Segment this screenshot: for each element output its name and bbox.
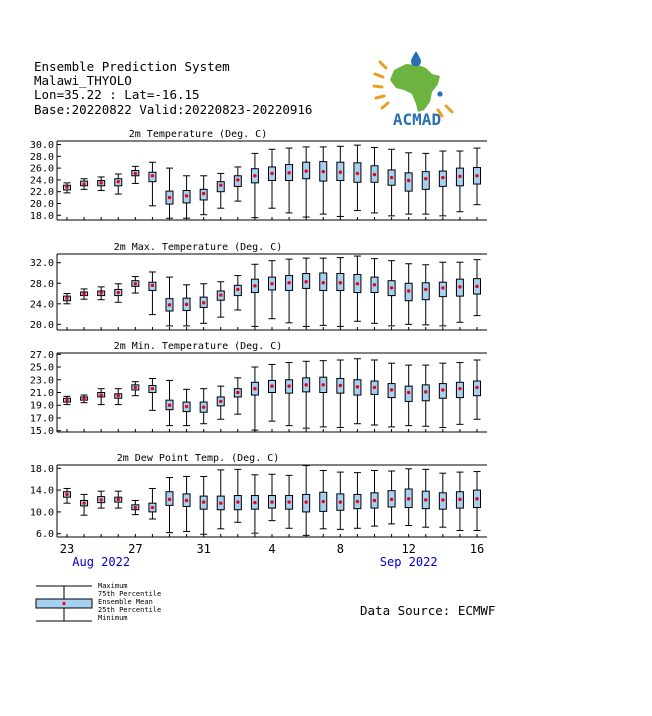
box-day — [422, 365, 429, 426]
chart-panel-1 — [30, 129, 487, 222]
mean-dot — [65, 185, 68, 188]
mean-dot — [65, 296, 68, 299]
box-day — [132, 277, 139, 293]
mean-dot — [65, 398, 68, 401]
mean-dot — [373, 499, 376, 502]
box-day — [149, 272, 156, 315]
box-day — [303, 361, 310, 428]
mean-dot — [82, 501, 85, 504]
box-day — [354, 359, 361, 424]
box-day — [388, 363, 395, 427]
data-source: Data Source: ECMWF — [360, 603, 496, 618]
box-day — [115, 491, 122, 508]
mean-dot — [168, 196, 171, 199]
mean-dot — [253, 387, 256, 390]
box-day — [371, 470, 378, 526]
box-day — [200, 284, 207, 324]
mean-dot — [458, 387, 461, 390]
box-day — [303, 466, 310, 536]
box-day — [64, 183, 71, 193]
mean-dot — [356, 385, 359, 388]
box-day — [269, 261, 276, 319]
chart-panel-3 — [30, 341, 487, 437]
mean-dot — [236, 391, 239, 394]
y-tick-label: 20.0 — [29, 198, 54, 210]
box-day — [320, 147, 327, 214]
mean-dot — [390, 388, 393, 391]
coordinates: Lon=35.22 : Lat=-16.15 — [34, 87, 200, 103]
mean-dot — [168, 303, 171, 306]
mean-dot — [99, 498, 102, 501]
box-day — [337, 360, 344, 428]
mean-dot — [99, 291, 102, 294]
mean-dot — [253, 501, 256, 504]
base-valid-dates: Base:20220822 Valid:20220823-20220916 — [34, 101, 313, 117]
system-title: Ensemble Prediction System — [34, 59, 230, 74]
mean-dot — [134, 282, 137, 285]
mean-dot — [441, 498, 444, 501]
mean-dot — [287, 171, 290, 174]
mean-dot — [202, 301, 205, 304]
box-day — [217, 282, 224, 317]
mean-dot — [82, 182, 85, 185]
box-day — [320, 258, 327, 325]
mean-dot — [475, 174, 478, 177]
box-day — [286, 475, 293, 528]
mean-dot — [151, 387, 154, 390]
mean-dot — [322, 383, 325, 386]
box-day — [422, 469, 429, 527]
mean-dot — [475, 497, 478, 500]
box-day — [149, 162, 156, 206]
panel-title: 2m Min. Temperature (Deg. C) — [113, 341, 283, 352]
x-day-label: 12 — [401, 542, 416, 556]
mean-dot — [287, 500, 290, 503]
box-day — [474, 360, 481, 419]
box-day — [149, 488, 156, 519]
x-month-label: Aug 2022 — [72, 555, 131, 569]
panel-title: 2m Dew Point Temp. (Deg. C) — [116, 453, 280, 464]
box-day — [217, 470, 224, 529]
mean-dot — [185, 303, 188, 306]
box-day — [354, 256, 361, 321]
box-day — [320, 361, 327, 427]
box-day — [183, 389, 190, 425]
box-day — [115, 174, 122, 194]
box-day — [405, 469, 412, 526]
box-day — [269, 364, 276, 421]
mean-dot — [65, 493, 68, 496]
box-day — [64, 488, 71, 503]
mean-dot — [134, 506, 137, 509]
mean-dot — [441, 176, 444, 179]
box-day — [439, 151, 446, 216]
mean-dot — [82, 292, 85, 295]
chart-panel-4 — [30, 453, 487, 540]
box-day — [405, 153, 412, 214]
mean-dot — [202, 192, 205, 195]
mean-dot — [458, 175, 461, 178]
box-day — [405, 264, 412, 325]
box-day — [81, 494, 88, 515]
iqr-box — [422, 283, 429, 300]
box-day — [98, 287, 105, 300]
box-day — [81, 395, 88, 403]
box-day — [217, 386, 224, 419]
box-day — [388, 261, 395, 326]
mean-dot — [475, 386, 478, 389]
mean-dot — [219, 293, 222, 296]
mean-dot — [458, 285, 461, 288]
box-day — [81, 179, 88, 190]
mean-dot — [219, 184, 222, 187]
location-name: Malawi_THYOLO — [34, 73, 132, 89]
mean-dot — [407, 179, 410, 182]
box-day — [320, 470, 327, 528]
box-day — [115, 389, 122, 405]
mean-dot — [202, 500, 205, 503]
mean-dot — [117, 180, 120, 183]
y-tick-label: 19.0 — [29, 400, 54, 412]
box-day — [286, 363, 293, 426]
box-day — [371, 147, 378, 212]
box-day — [251, 264, 258, 326]
box-day — [474, 148, 481, 205]
mean-dot — [424, 390, 427, 393]
panel-title: 2m Temperature (Deg. C) — [128, 129, 268, 140]
box-day — [405, 365, 412, 426]
box-day — [354, 473, 361, 529]
mean-dot — [270, 172, 273, 175]
iqr-box — [422, 172, 429, 190]
box-day — [98, 389, 105, 405]
mean-dot — [373, 173, 376, 176]
mean-dot — [339, 171, 342, 174]
y-tick-label: 18.0 — [29, 463, 54, 475]
box-day — [98, 491, 105, 508]
y-tick-label: 24.0 — [29, 299, 54, 311]
chart-panel-2 — [30, 242, 487, 331]
box-day — [115, 284, 122, 302]
legend-min-label: Minimum — [98, 614, 128, 622]
mean-dot — [458, 498, 461, 501]
mean-dot — [339, 384, 342, 387]
mean-dot — [322, 170, 325, 173]
y-tick-label: 27.0 — [29, 349, 54, 361]
box-day — [200, 176, 207, 215]
mean-dot — [322, 281, 325, 284]
mean-dot — [253, 284, 256, 287]
mean-dot — [304, 280, 307, 283]
mean-dot — [236, 288, 239, 291]
mean-dot — [168, 404, 171, 407]
mean-dot — [304, 383, 307, 386]
box-day — [217, 173, 224, 208]
box-day — [456, 151, 463, 212]
mean-dot — [219, 400, 222, 403]
box-day — [474, 260, 481, 316]
box-day — [132, 382, 139, 396]
mean-dot — [287, 281, 290, 284]
y-tick-label: 14.0 — [29, 485, 54, 497]
box-day — [251, 153, 258, 217]
box-day — [388, 471, 395, 524]
mean-dot — [185, 405, 188, 408]
box-day — [132, 500, 139, 514]
box-day — [456, 363, 463, 425]
logo-text: ACMAD — [392, 110, 442, 128]
box-day — [371, 360, 378, 425]
box-day — [200, 476, 207, 534]
mean-dot — [424, 498, 427, 501]
x-day-label: 16 — [469, 542, 485, 556]
mean-dot — [407, 497, 410, 500]
mean-dot — [441, 388, 444, 391]
mean-dot — [373, 386, 376, 389]
mean-dot — [407, 391, 410, 394]
x-day-label: 31 — [196, 542, 211, 556]
box-day — [200, 389, 207, 424]
box-day — [234, 167, 241, 201]
legend-p75-label: 75th Percentile — [98, 590, 162, 598]
legend-mean-dot — [62, 602, 65, 605]
y-tick-label: 23.0 — [29, 375, 54, 387]
y-tick-label: 24.0 — [29, 175, 54, 187]
box-day — [422, 153, 429, 214]
y-tick-label: 20.0 — [29, 319, 54, 331]
legend-mean-label: Ensemble Mean — [98, 598, 153, 606]
mean-dot — [407, 289, 410, 292]
mean-dot — [99, 393, 102, 396]
y-tick-label: 6.0 — [35, 529, 54, 541]
mean-dot — [390, 176, 393, 179]
box-day — [422, 265, 429, 325]
box-day — [251, 475, 258, 533]
box-day — [439, 473, 446, 527]
y-tick-label: 22.0 — [29, 187, 54, 199]
box-day — [132, 166, 139, 183]
mean-dot — [356, 500, 359, 503]
mean-dot — [202, 405, 205, 408]
box-day — [456, 472, 463, 530]
box-day — [234, 469, 241, 522]
y-tick-label: 21.0 — [29, 388, 54, 399]
box-day — [166, 478, 173, 533]
mean-dot — [253, 174, 256, 177]
box-day — [303, 258, 310, 326]
y-tick-label: 28.0 — [29, 151, 54, 163]
box-day — [388, 149, 395, 216]
mean-dot — [270, 384, 273, 387]
mean-dot — [339, 281, 342, 284]
mean-dot — [117, 394, 120, 397]
mean-dot — [270, 500, 273, 503]
legend-labels — [98, 582, 161, 622]
mean-dot — [424, 288, 427, 291]
y-tick-label: 32.0 — [29, 258, 54, 270]
x-day-label: 27 — [128, 542, 143, 556]
box-day — [166, 168, 173, 218]
panel-title: 2m Max. Temperature (Deg. C) — [113, 242, 283, 253]
box-day — [183, 476, 190, 531]
mean-dot — [185, 194, 188, 197]
x-day-label: 8 — [336, 542, 344, 556]
box-day — [269, 474, 276, 520]
y-tick-label: 18.0 — [29, 210, 54, 222]
box-day — [81, 289, 88, 299]
x-day-label: 23 — [59, 542, 75, 556]
box-day — [234, 276, 241, 310]
box-day — [474, 472, 481, 531]
mean-dot — [134, 172, 137, 175]
box-day — [456, 262, 463, 322]
box-day — [183, 285, 190, 326]
box-day — [439, 363, 446, 427]
y-tick-label: 28.0 — [29, 278, 54, 290]
mean-dot — [151, 174, 154, 177]
box-day — [286, 148, 293, 213]
box-day — [337, 146, 344, 216]
box-day — [303, 147, 310, 217]
mean-dot — [339, 500, 342, 503]
box-day — [337, 472, 344, 529]
x-month-label: Sep 2022 — [379, 555, 438, 569]
legend-max-label: Maximum — [98, 582, 128, 590]
box-day — [286, 259, 293, 323]
box-day — [269, 149, 276, 208]
mean-dot — [151, 284, 154, 287]
box-day — [337, 258, 344, 327]
box-day — [166, 380, 173, 425]
mean-dot — [441, 286, 444, 289]
box-day — [64, 396, 71, 404]
mean-dot — [390, 498, 393, 501]
x-day-label: 4 — [268, 542, 276, 556]
mean-dot — [236, 178, 239, 181]
box-day — [98, 177, 105, 191]
box-day — [149, 378, 156, 410]
mean-dot — [322, 500, 325, 503]
box-day — [64, 294, 71, 304]
mean-dot — [390, 286, 393, 289]
mean-dot — [99, 181, 102, 184]
mean-dot — [356, 172, 359, 175]
mean-dot — [356, 282, 359, 285]
y-tick-label: 10.0 — [29, 507, 54, 519]
mean-dot — [134, 386, 137, 389]
box-day — [234, 378, 241, 414]
mean-dot — [236, 500, 239, 503]
legend-p25-label: 25th Percentile — [98, 606, 162, 614]
x-axis-labels — [60, 542, 484, 569]
box-day — [166, 277, 173, 326]
mean-dot — [287, 384, 290, 387]
box-day — [251, 367, 258, 430]
mean-dot — [117, 291, 120, 294]
y-tick-label: 15.0 — [29, 426, 54, 438]
box-day — [439, 262, 446, 326]
mean-dot — [185, 499, 188, 502]
mean-dot — [304, 500, 307, 503]
y-tick-label: 25.0 — [29, 362, 54, 374]
box-day — [354, 145, 361, 210]
mean-dot — [168, 498, 171, 501]
mean-dot — [117, 498, 120, 501]
y-tick-label: 17.0 — [29, 413, 54, 425]
y-tick-label: 30.0 — [29, 140, 54, 152]
mean-dot — [82, 397, 85, 400]
y-tick-label: 26.0 — [29, 163, 54, 175]
mean-dot — [151, 506, 154, 509]
mean-dot — [373, 283, 376, 286]
mean-dot — [304, 169, 307, 172]
box-day — [183, 176, 190, 218]
box-day — [371, 259, 378, 324]
mean-dot — [475, 285, 478, 288]
legend-graphic — [36, 586, 92, 621]
mean-dot — [424, 177, 427, 180]
mean-dot — [219, 501, 222, 504]
mean-dot — [270, 282, 273, 285]
